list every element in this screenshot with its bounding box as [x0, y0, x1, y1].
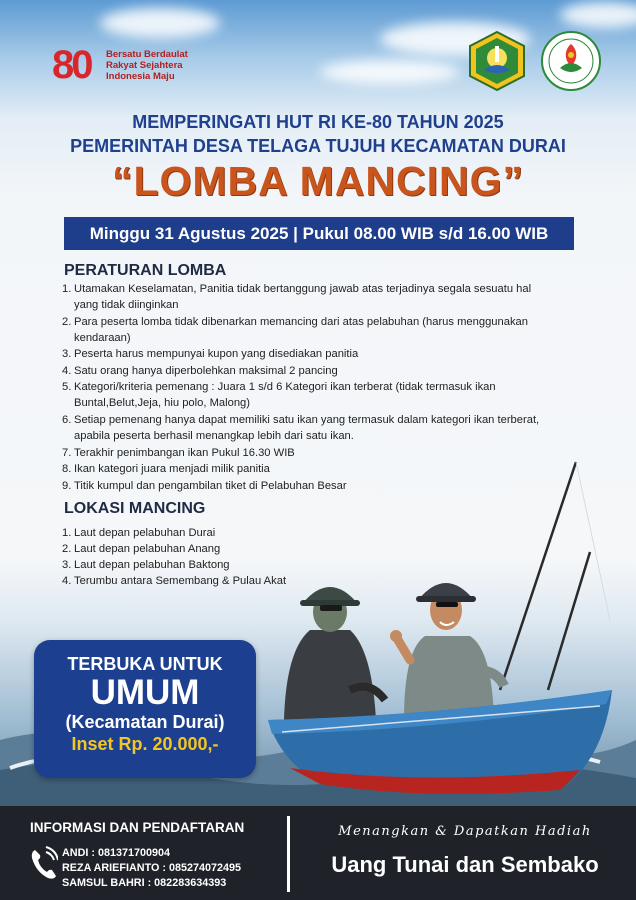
info-heading: INFORMASI DAN PENDAFTARAN [30, 820, 245, 835]
registration-info [28, 806, 288, 900]
hut-tagline-line: Bersatu Berdaulat [106, 48, 188, 60]
fishing-rod [548, 552, 590, 690]
title-line-2: PEMERINTAH DESA TELAGA TUJUH KECAMATAN DURAI [70, 136, 566, 156]
contact-list [62, 846, 241, 891]
location-number: 3. [62, 559, 72, 571]
location-text: Terumbu antara Semembang & Pulau Akat [74, 575, 287, 587]
rule-text: Terakhir penimbangan ikan Pukul 16.30 WIB [74, 446, 295, 459]
rule-line: yang tidak diinginkan [74, 299, 179, 311]
rule-number: 2. [62, 315, 72, 328]
rule-number: 1. [62, 283, 72, 295]
rule-text: Titik kumpul dan pengambilan tiket di Pelabuhan Besar [74, 479, 347, 492]
location-text: Laut depan pelabuhan Durai [74, 527, 216, 539]
fisherman-left [284, 587, 385, 720]
main-title: “LOMBA MANCING” [111, 158, 525, 204]
contact-item[interactable]: SAMSUL BAHRI : 082283634393 [62, 877, 227, 889]
fisherman-right [390, 583, 504, 720]
rule-text: Peserta harus mempunyai kupon yang disediakan panitia [74, 348, 359, 361]
rule-number: 3. [62, 348, 72, 361]
rule-text: Ikan kategori juara menjadi milik panitia [74, 463, 270, 476]
phone-icon [28, 844, 58, 884]
prize-headline: Uang Tunai dan Sembako [331, 852, 599, 877]
hut-80-mark: 80 [52, 43, 91, 87]
entry-fee: Inset Rp. 20.000,- [71, 734, 219, 754]
open-box-line-3: (Kecamatan Durai) [65, 712, 225, 732]
rule-line: kendaraan) [74, 331, 131, 344]
open-box-line-1: TERBUKA UNTUK [67, 654, 223, 674]
rule-number: 7. [62, 446, 72, 459]
location-number: 1. [62, 527, 72, 539]
prize-info [300, 806, 630, 900]
footer [0, 806, 636, 900]
rule-number: 9. [62, 479, 72, 492]
title-line-1: MEMPERINGATI HUT RI KE-80 TAHUN 2025 [132, 112, 504, 132]
fishing-line [576, 462, 610, 620]
rule-line: apabila peserta berhasil menangkap lebih dari satu ikan. [74, 429, 354, 442]
rule-text: Satu orang hanya diperbolehkan maksimal 2 pancing [74, 364, 338, 377]
fishing-rod [500, 462, 576, 690]
rule-number: 4. [62, 364, 72, 377]
location-text: Laut depan pelabuhan Baktong [74, 559, 230, 571]
rule-line: Buntal,Belut,Jeja, hiu polo, Malong) [74, 397, 251, 410]
rule-number: 8. [62, 463, 72, 476]
open-box-line-2: UMUM [90, 673, 200, 712]
location-text: Laut depan pelabuhan Anang [74, 543, 221, 555]
location-number: 2. [62, 543, 72, 555]
rule-line: Kategori/kriteria pemenang : Juara 1 s/d 6 Kategori ikan terberat (tidak termasuk ikan [74, 381, 496, 394]
locations-heading: LOKASI MANCING [64, 500, 206, 517]
date-time-banner: Minggu 31 Agustus 2025 | Pukul 08.00 WIB s/d 16.00 WIB [64, 217, 574, 250]
prize-script: Menangkan & Dapatkan Hadiah [338, 824, 592, 839]
contact-item[interactable]: REZA ARIEFIANTO : 085274072495 [62, 862, 242, 874]
hut-tagline-line: Indonesia Maju [106, 70, 175, 82]
rules-heading: PERATURAN LOMBA [64, 262, 227, 279]
rule-number: 5. [62, 381, 72, 394]
contact-item[interactable]: ANDI : 081371700904 [62, 847, 171, 859]
rule-number: 6. [62, 413, 72, 426]
open-to-public-badge [34, 640, 256, 778]
rule-line: Setiap pemenang hanya dapat memiliki satu ikan yang termasuk dalam kategori ikan terberat, [74, 413, 540, 426]
hut-tagline-line: Rakyat Sejahtera [106, 59, 183, 71]
location-number: 4. [62, 575, 72, 587]
footer-divider [287, 816, 290, 892]
rule-line: Utamakan Keselamatan, Panitia tidak bertanggung jawab atas terjadinya segala sesuatu hal [74, 283, 532, 295]
rule-line: Para peserta lomba tidak dibenarkan memancing dari atas pelabuhan (harus menggunakan [74, 315, 529, 328]
